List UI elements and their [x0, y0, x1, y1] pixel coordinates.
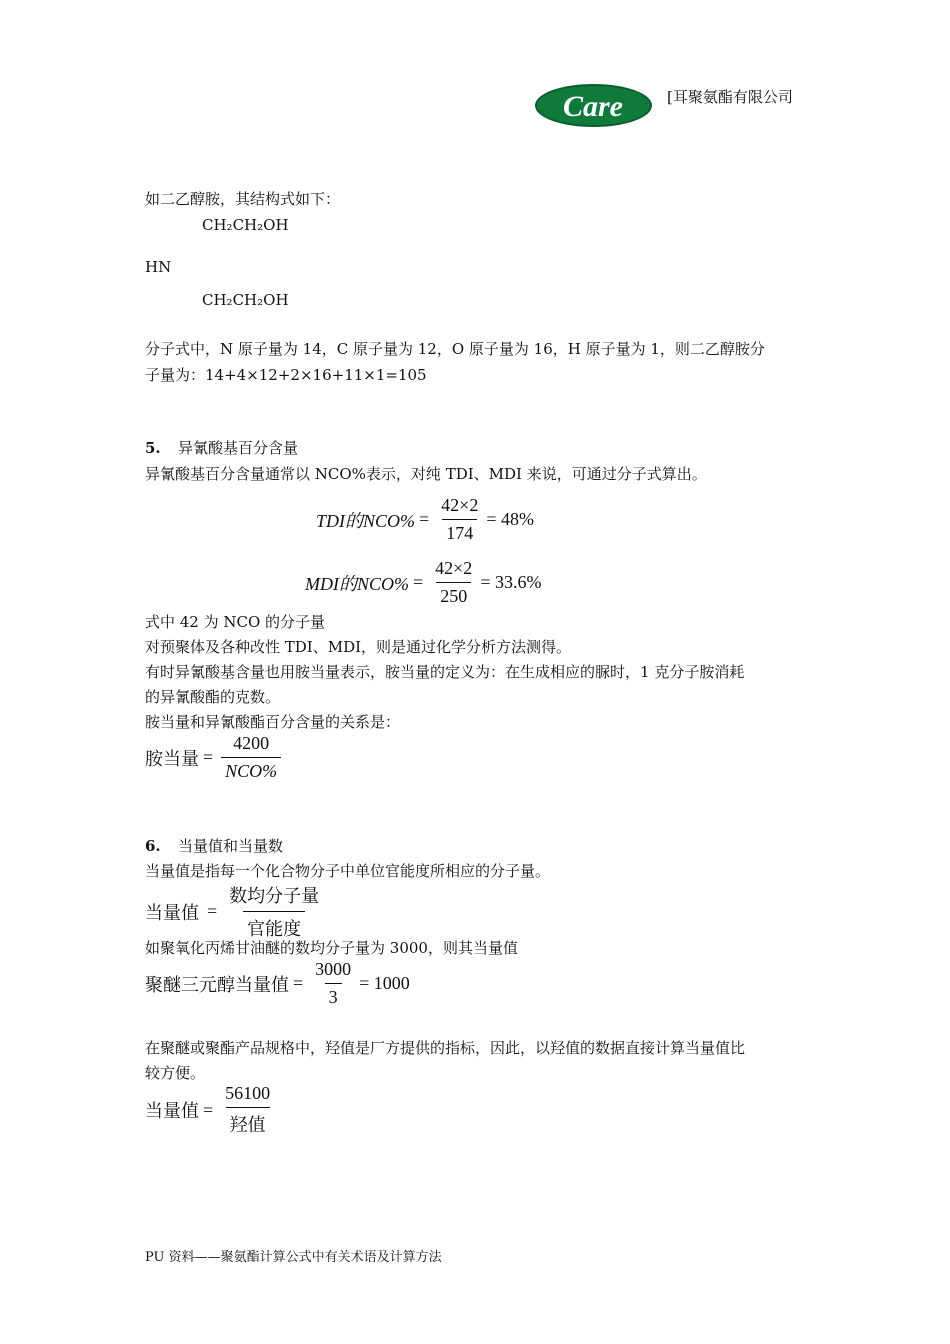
- section5-title: 异氰酸基百分含量: [178, 439, 299, 457]
- company-logo: [535, 84, 652, 127]
- section6-number: 6.: [145, 837, 161, 855]
- formula-amine-equivalent: [145, 733, 285, 782]
- dea-branch-top: CH₂CH₂OH: [202, 216, 289, 234]
- formula-oh-den: 羟值: [226, 1107, 270, 1137]
- formula-mdi-den: 250: [436, 582, 471, 607]
- dea-calc-line1: 分子式中，N 原子量为 14，C 原子量为 12，O 原子量为 16，H 原子量为 1，则二乙醇胺分: [145, 340, 765, 358]
- formula-mdi-num: 42×2: [435, 558, 473, 578]
- formula-triol-lhs: 聚醚三元醇当量值: [145, 974, 289, 995]
- dea-branch-bottom: CH₂CH₂OH: [202, 291, 289, 309]
- section6-example: 如聚氧化丙烯甘油醚的数均分子量为 3000，则其当量值: [145, 939, 518, 957]
- formula-triol-den: 3: [325, 983, 342, 1008]
- formula-triol-num: 3000: [315, 959, 352, 979]
- formula-triol-eq: =: [293, 973, 304, 993]
- formula-tdi-den: 174: [442, 519, 477, 544]
- section5-intro: 异氰酸基百分含量通常以 NCO%表示，对纯 TDI、MDI 来说，可通过分子式算出。: [145, 465, 707, 483]
- formula-hydroxyl-equivalent: [145, 1083, 278, 1137]
- section6-intro: 当量值是指每一个化合物分子中单位官能度所相应的分子量。: [145, 862, 551, 880]
- formula-eqv-eq: =: [207, 901, 218, 921]
- formula-tdi-eq: =: [419, 509, 430, 529]
- section5-note2: 对预聚体及各种改性 TDI、MDI，则是通过化学分析方法测得。: [145, 638, 572, 656]
- section6-title: 当量值和当量数: [178, 837, 284, 855]
- dea-intro: 如二乙醇胺，其结构式如下：: [145, 190, 341, 208]
- formula-eqv-lhs: 当量值: [145, 902, 199, 923]
- section5-note3-line1: 有时异氰酸基含量也用胺当量表示，胺当量的定义为：在生成相应的脲时，1 克分子胺消耗: [145, 663, 745, 681]
- page-footer: PU 资料——聚氨酯计算公式中有关术语及计算方法: [145, 1250, 442, 1265]
- dea-calc-line2: 子量为：14+4×12+2×16+11×1=105: [145, 366, 427, 384]
- formula-mdi-rhs: = 33.6%: [480, 572, 542, 592]
- section5-note4: 胺当量和异氰酸酯百分含量的关系是：: [145, 713, 401, 731]
- formula-oh-lhs: 当量值: [145, 1101, 199, 1121]
- formula-eqv-den: 官能度: [243, 911, 305, 941]
- company-name: [耳聚氨酯有限公司: [667, 88, 793, 106]
- formula-eqv-num: 数均分子量: [229, 886, 320, 906]
- section6-note-line1: 在聚醚或聚酯产品规格中，羟值是厂方提供的指标，因此，以羟值的数据直接计算当量值比: [145, 1039, 746, 1057]
- formula-equivalent-value: [145, 882, 327, 941]
- formula-polyether-triol: [145, 959, 410, 1008]
- formula-tdi-num: 42×2: [441, 495, 479, 515]
- formula-amine-lhs: 胺当量: [145, 748, 199, 769]
- formula-tdi-lhs: TDI的NCO%: [316, 510, 416, 531]
- formula-amine-den: NCO%: [221, 757, 281, 782]
- formula-oh-num: 56100: [225, 1083, 271, 1103]
- formula-tdi-nco: [316, 495, 534, 544]
- logo-text: Care: [563, 90, 623, 123]
- formula-mdi-lhs: MDI的NCO%: [305, 573, 409, 594]
- formula-amine-eq: =: [203, 747, 214, 767]
- formula-tdi-rhs: = 48%: [486, 509, 534, 529]
- formula-mdi-nco: [305, 558, 541, 607]
- formula-mdi-eq: =: [413, 572, 424, 592]
- dea-center-atom: HN: [145, 258, 172, 276]
- formula-triol-rhs: = 1000: [359, 973, 410, 993]
- section5-note3-line2: 的异氰酸酯的克数。: [145, 688, 281, 706]
- section5-note1: 式中 42 为 NCO 的分子量: [145, 613, 326, 631]
- section6-note-line2: 较方便。: [145, 1064, 206, 1082]
- formula-oh-eq: =: [203, 1099, 214, 1120]
- section5-number: 5.: [145, 439, 161, 457]
- formula-amine-num: 4200: [233, 733, 270, 753]
